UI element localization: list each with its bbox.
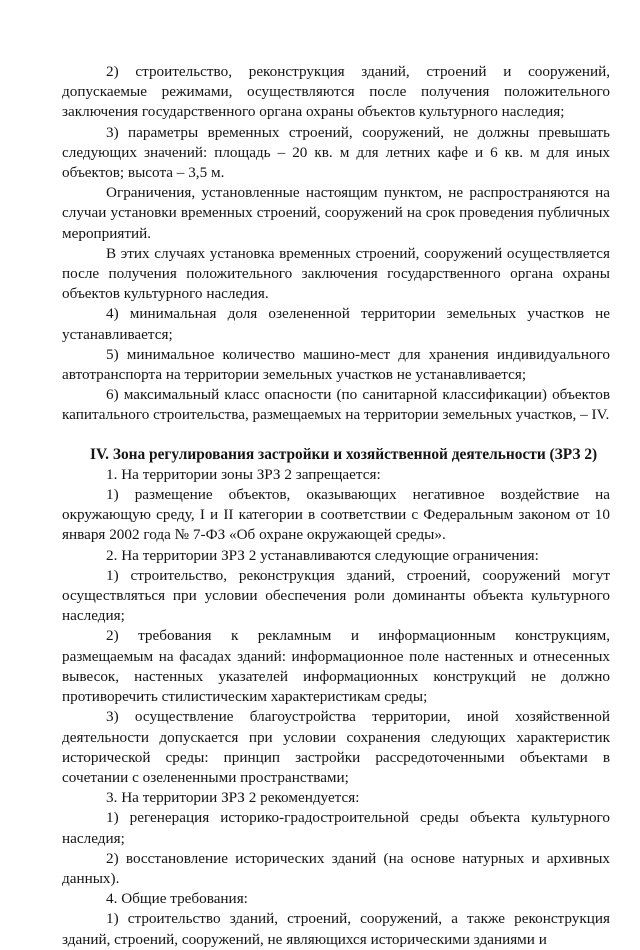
paragraph-restrictions-title: 2. На территории ЗРЗ 2 устанавливаются следующие ограничения:: [106, 546, 539, 564]
paragraph-restriction-item-1: 1) строительство, реконструкция зданий, строений, сооружений могут осуществляться при условии обеспечения роли доминанты объекта культурного наследия;: [62, 566, 610, 625]
paragraph-item-5-parking: 5) минимальное количество машино-мест для хранения индивидуального автотранспорта на территории земельных участков не устанавливается;: [62, 345, 610, 384]
paragraph-restriction-item-3: 3) осуществление благоустройства территории, иной хозяйственной деятельности допускается при условии сохранения следующих характеристик исторической среды: принцип застройки рассредоточенными объектами в сочетании с озелененными пространствами;: [62, 708, 610, 786]
paragraph-general-title: 4. Общие требования:: [106, 890, 248, 908]
paragraph-recommended-title: 3. На территории ЗРЗ 2 рекомендуется:: [106, 789, 360, 807]
paragraph-item-2-construction: 2) строительство, реконструкция зданий, строений и сооружений, допускаемые режимами, осуществляются после получения положительного заключения государственного органа охраны объектов культурного наследия;: [62, 63, 610, 121]
paragraph-restrictions-exception: Ограничения, установленные настоящим пунктом, не распространяются на случаи установки временных строений, сооружений на срок проведения публичных мероприятий.: [62, 184, 610, 242]
paragraph-prohibited-title: 1. На территории зоны ЗРЗ 2 запрещается:: [106, 465, 381, 483]
paragraph-installation-condition: В этих случаях установка временных строений, сооружений осуществляется после получения положительного заключения государственного органа охраны объектов культурного наследия.: [62, 244, 610, 303]
paragraph-item-4-green-share: 4) минимальная доля озелененной территории земельных участков не устанавливается;: [62, 305, 610, 343]
paragraph-general-item-1: 1) строительство зданий, строений, сооружений, а также реконструкция зданий, строений, сооружений, не являющихся историческими зданиями и: [62, 910, 610, 948]
paragraph-restriction-item-2: 2) требования к рекламным и информационным конструкциям, размещаемым на фасадах зданий: информационное поле настенных и отнесенных вывесок, настенных указателей информационных конструкций не должно противоречить стилистическим характеристикам среды;: [62, 627, 610, 706]
paragraph-recommended-item-1: 1) регенерация историко-градостроительной среды объекта культурного наследия;: [62, 809, 610, 847]
paragraph-item-6-hazard-class: 6) максимальный класс опасности (по санитарной классификации) объектов капитального строительства, размещаемых на территории земельных участков, – IV.: [62, 386, 610, 424]
paragraph-recommended-item-2: 2) восстановление исторических зданий (на основе натурных и архивных данных).: [62, 849, 610, 887]
section-heading-zrz2: IV. Зона регулирования застройки и хозяйственной деятельности (ЗРЗ 2): [90, 445, 598, 463]
paragraph-item-3-temporary-parameters: 3) параметры временных строений, сооружений, не должны превышать следующих значений: площадь – 20 кв. м для летних кафе и 6 кв. м для иных объектов; высота – 3,5 м.: [62, 123, 610, 182]
paragraph-prohibited-item-1: 1) размещение объектов, оказывающих негативное воздействие на окружающую среду, I и II категории в соответствии с Федеральным законом от 10 января 2002 года № 7-ФЗ «Об охране окружающей среды».: [62, 486, 610, 544]
